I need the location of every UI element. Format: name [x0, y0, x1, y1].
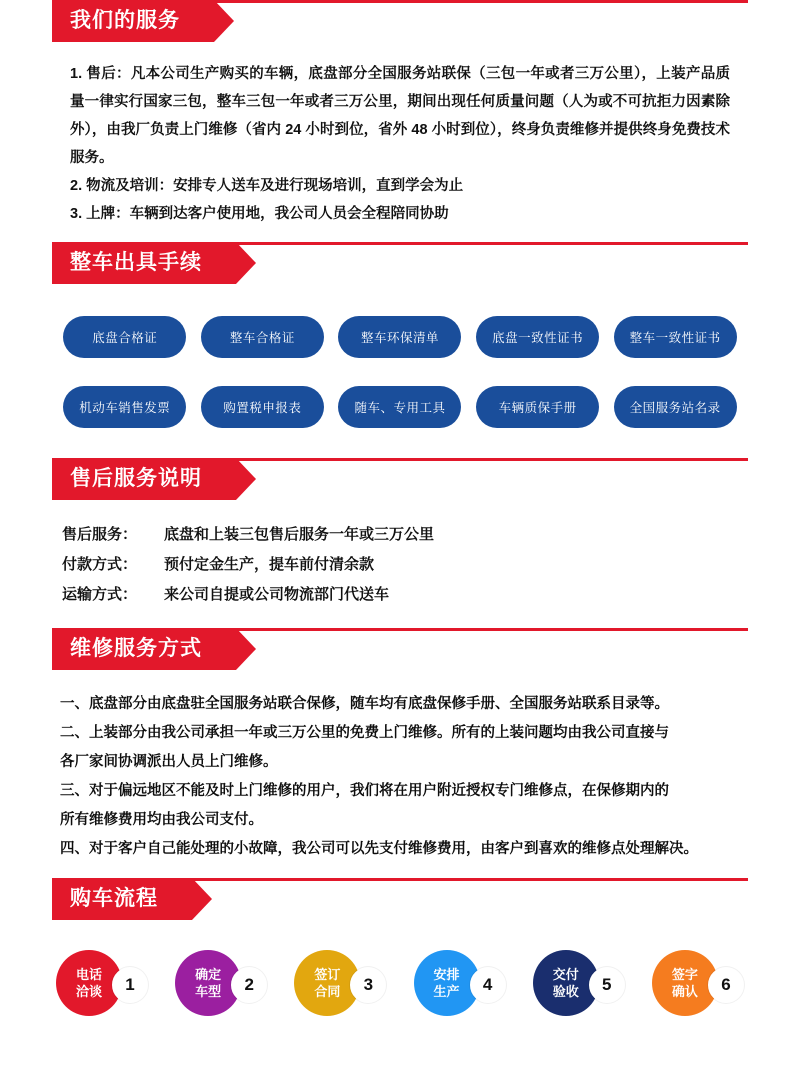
flow-step-number: 1	[112, 967, 148, 1003]
document-pill: 机动车销售发票	[63, 386, 186, 428]
section-title-repair-service: 维修服务方式	[52, 628, 236, 670]
document-pill: 购置税申报表	[201, 386, 324, 428]
purchase-flow-steps	[52, 924, 748, 1036]
repair-line: 三、对于偏远地区不能及时上门维修的用户，我们将在用户附近授权专门维修点，在保修期内的	[60, 783, 669, 799]
repair-line: 二、上装部分由我公司承担一年或三万公里的免费上门维修。所有的上装问题均由我公司直接与	[60, 725, 669, 741]
flow-step	[56, 950, 148, 1016]
flow-step	[533, 950, 625, 1016]
section-vehicle-documents	[52, 242, 748, 454]
flow-step-number: 4	[470, 967, 506, 1003]
after-sales-body	[52, 504, 748, 624]
flow-step-line1: 确定	[195, 967, 222, 982]
after-sales-row	[62, 520, 738, 550]
section-repair-service	[52, 628, 748, 874]
after-sales-value: 来公司自提或公司物流部门代送车	[164, 586, 390, 603]
document-pill: 整车环保清单	[338, 316, 461, 358]
spacer	[148, 520, 164, 550]
section-header-after-sales	[52, 458, 748, 504]
after-sales-row	[62, 550, 738, 580]
section-title-after-sales: 售后服务说明	[52, 458, 236, 500]
repair-line: 一、底盘部分由底盘驻全国服务站联合保修，随车均有底盘保修手册、全国服务站联系目录等。	[60, 696, 669, 712]
document-pill: 底盘一致性证书	[476, 316, 599, 358]
flow-step-line2: 生产	[433, 984, 460, 999]
flow-step-number: 5	[589, 967, 625, 1003]
section-title-our-services: 我们的服务	[52, 0, 214, 42]
section-our-services	[52, 0, 748, 238]
section-title-vehicle-documents: 整车出具手续	[52, 242, 236, 284]
flow-step-number: 6	[708, 967, 744, 1003]
document-pill: 随车、专用工具	[338, 386, 461, 428]
document-pill-grid	[52, 288, 748, 454]
document-pill: 整车一致性证书	[614, 316, 737, 358]
flow-step-line1: 电话	[75, 967, 102, 982]
services-body	[52, 46, 748, 238]
services-line-3: 3. 上牌：车辆到达客户使用地，我公司人员会全程陪同协助	[70, 206, 449, 222]
flow-step-line2: 洽谈	[75, 984, 102, 999]
flow-step	[414, 950, 506, 1016]
flow-step-line2: 验收	[552, 984, 579, 999]
flow-step-line1: 签字	[671, 967, 698, 982]
flow-step-line1: 安排	[433, 967, 460, 982]
services-line-1: 1. 售后：凡本公司生产购买的车辆，底盘部分全国服务站联保（三包一年或者三万公里），上装产品质量一律实行国家三包，整车三包一年或者三万公里，期间出现任何质量问题（人为或不可抗拒力因素除外），由我厂负责上门维修（省内 24 小时到位，省外 48 小时到位），终身负责维修并提供终身免费技术服务。	[70, 66, 730, 166]
section-header-repair-service	[52, 628, 748, 674]
after-sales-key: 付款方式：	[62, 556, 138, 573]
section-header-purchase-flow	[52, 878, 748, 924]
flow-step-line1: 签订	[314, 967, 341, 982]
section-title-purchase-flow: 购车流程	[52, 878, 192, 920]
spacer	[148, 580, 164, 610]
document-pill: 全国服务站名录	[614, 386, 737, 428]
after-sales-key: 运输方式：	[62, 586, 138, 603]
repair-body	[52, 674, 748, 874]
section-after-sales	[52, 458, 748, 624]
services-line-2: 2. 物流及培训：安排专人送车及进行现场培训，直到学会为止	[70, 178, 464, 194]
document-pill: 整车合格证	[201, 316, 324, 358]
repair-line: 四、对于客户自己能处理的小故障，我公司可以先支付维修费用，由客户到喜欢的维修点处理解决。	[60, 841, 698, 857]
section-header-our-services	[52, 0, 748, 46]
section-header-vehicle-documents	[52, 242, 748, 288]
flow-step	[294, 950, 386, 1016]
document-pill: 车辆质保手册	[476, 386, 599, 428]
repair-line: 各厂家间协调派出人员上门维修。	[60, 754, 278, 770]
flow-step-line2: 车型	[195, 984, 222, 999]
after-sales-value: 底盘和上装三包售后服务一年或三万公里	[164, 526, 435, 543]
flow-step-line2: 合同	[314, 984, 341, 999]
after-sales-row	[62, 580, 738, 610]
after-sales-key: 售后服务：	[62, 526, 138, 543]
flow-step-number: 2	[231, 967, 267, 1003]
flow-step	[175, 950, 267, 1016]
flow-step-line2: 确认	[671, 984, 698, 999]
document-pill: 底盘合格证	[63, 316, 186, 358]
repair-line: 所有维修费用均由我公司支付。	[60, 812, 263, 828]
section-purchase-flow	[52, 878, 748, 1036]
spacer	[148, 550, 164, 580]
after-sales-value: 预付定金生产，提车前付清余款	[164, 556, 375, 573]
flow-step	[652, 950, 744, 1016]
flow-step-number: 3	[350, 967, 386, 1003]
flow-step-line1: 交付	[552, 967, 579, 982]
